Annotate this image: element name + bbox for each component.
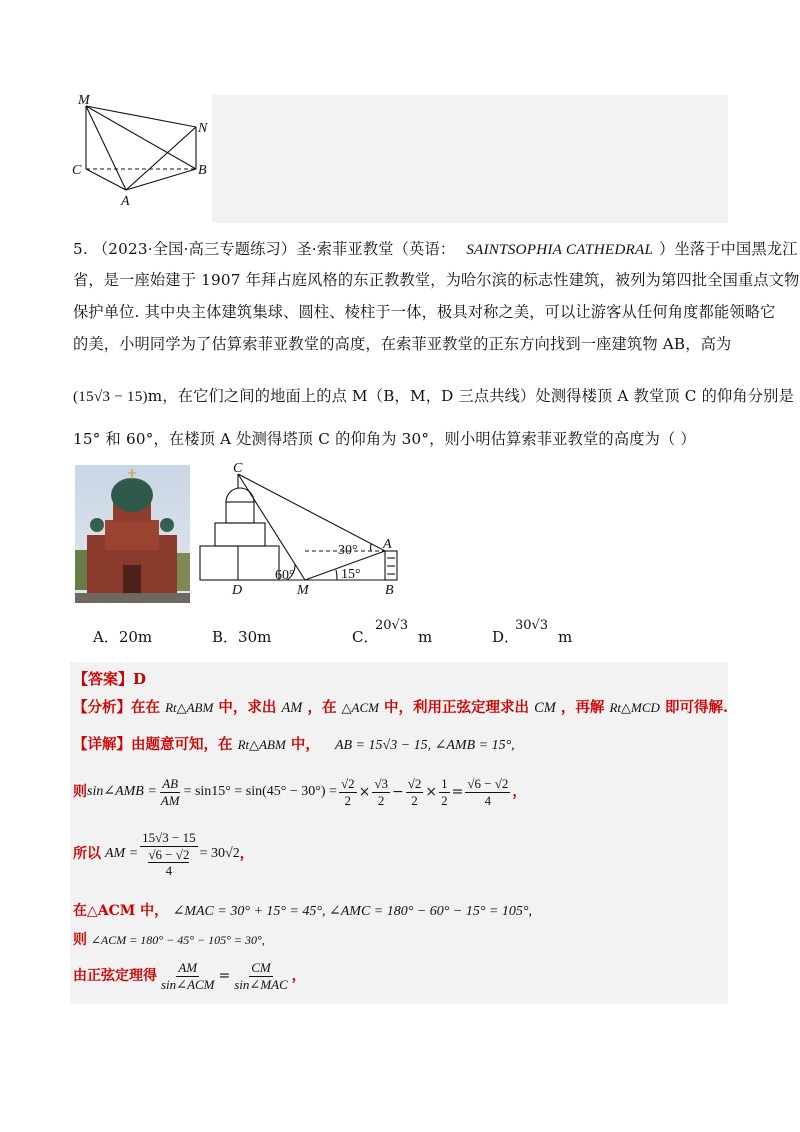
label-B: B (198, 163, 207, 178)
label-A: A (121, 194, 130, 209)
acm-line-expr: ∠MAC = 30° + 15° = 45°, ∠AMC = 180° − 60° − 15° = 105°, (172, 904, 532, 919)
analysis-text-4: 中，利用正弦定理求出 (384, 699, 530, 716)
sin-expr-pre: sin∠AMB = (87, 783, 157, 799)
analysis-tag: 【分析】 (73, 699, 131, 716)
label-M: M (78, 93, 90, 108)
sine-d2: sin∠MAC (234, 976, 288, 992)
problem-line6: ，在楼顶 A 处测得塔顶 C 的仰角为 30°，则小明估算索菲亚教堂的高度为（ ） (153, 430, 696, 448)
frac2-d: 2 (377, 792, 385, 808)
option-d-value: 30√3 (515, 618, 549, 633)
frac2-n: √3 (374, 776, 388, 791)
comma-1: ， (512, 783, 527, 800)
sine-rule-text: 由正弦定理得 (73, 967, 157, 984)
label-N: N (198, 121, 208, 136)
result-d: 4 (484, 792, 492, 808)
option-b-letter: B． (212, 628, 239, 646)
comma-2: ， (239, 845, 254, 862)
times-2: × (425, 783, 438, 800)
sine-n1: AM (178, 960, 198, 975)
problem-line4: 的美，小明同学为了估算索菲亚教堂的高度，在索菲亚教堂的正东方向找到一座建筑物 AB，高为 (73, 335, 732, 353)
detail-tag: 【详解】 (73, 736, 131, 753)
figure-band-top (212, 95, 728, 223)
minus-1: − (391, 783, 404, 800)
fig2-label-C: C (233, 461, 243, 476)
detail-tri: Rt△ABM (237, 737, 286, 752)
cathedral-photo (75, 465, 190, 603)
answer-value: D (133, 670, 147, 688)
option-a-value: 20m (118, 628, 153, 646)
fig2-label-D: D (232, 583, 243, 598)
problem-number: 5. (73, 240, 88, 258)
comma-3: ， (291, 967, 306, 984)
am-pre: AM = (105, 845, 139, 861)
problem-source: （2023·全国·高三专题练习） (92, 240, 297, 258)
fig2-angle-30: 30° (338, 543, 358, 558)
elevation-figure (195, 460, 405, 600)
ze-2: 则 (73, 932, 87, 948)
option-a-letter: A． (93, 628, 119, 646)
frac1-d: 2 (344, 792, 352, 808)
sine-n2: CM (251, 960, 271, 975)
acm-line-2: ∠ACM = 180° − 45° − 105° = 30°, (90, 933, 265, 947)
option-d-letter: D． (492, 628, 520, 646)
analysis-tri-3: Rt△MCD (609, 700, 660, 715)
option-c-value: 20√3 (375, 618, 409, 633)
am-post: = 30√2 (199, 845, 240, 861)
analysis-tri-2: △ACM (341, 700, 379, 715)
frac4-n: 1 (441, 776, 448, 791)
option-c-letter: C． (352, 628, 379, 646)
am-d-d: 4 (165, 863, 173, 879)
suoyi: 所以 (73, 845, 101, 862)
angle-values: 15° 和 60° (73, 430, 154, 448)
am-d-n: √6 − √2 (148, 846, 190, 862)
option-c-unit: m (418, 628, 433, 646)
frac4-d: 2 (441, 792, 448, 808)
analysis-am: AM (281, 700, 303, 716)
frac3-d: 2 (411, 792, 418, 808)
sin-frac-d: AM (160, 792, 180, 808)
height-expression: (15√3 − 15) (73, 388, 148, 405)
sin-expr-post: = sin15° = sin(45° − 30°) = (183, 783, 337, 799)
analysis-tri-1: Rt△ABM (165, 700, 214, 715)
detail-mid: 中， (290, 736, 320, 753)
option-d-unit: m (558, 628, 573, 646)
analysis-text-1: 在在 (131, 699, 160, 716)
acm-line-pre: 在△ACM 中， (73, 903, 169, 919)
sine-d1: sin∠ACM (161, 976, 215, 992)
fig2-label-M: M (297, 583, 309, 598)
label-C: C (72, 163, 82, 178)
fig2-label-B: B (385, 583, 394, 598)
frac1-n: √2 (340, 776, 355, 791)
figure-quadrilateral (70, 92, 215, 214)
analysis-text-5: ，再解 (560, 699, 605, 716)
problem-line2: 省，是一座始建于 1907 年拜占庭风格的东正教教堂，为哈尔滨的标志性建筑，被列为第四批全国重点文物 (73, 271, 800, 289)
problem-line3: 保护单位. 其中央主体建筑集球、圆柱、棱柱于一体，极具对称之美，可以让游客从任何角度都能领略它 (73, 303, 776, 321)
analysis-text-3: ，在 (307, 699, 337, 716)
times-1: × (358, 783, 371, 800)
analysis-text-6: 即可得解. (664, 699, 729, 716)
answer-tag: 【答案】 (73, 670, 134, 688)
result-n: √6 − √2 (467, 776, 509, 791)
detail-intro: 由题意可知，在 (131, 736, 233, 753)
sin-frac-n: AB (162, 776, 179, 791)
english-name: SAINTSOPHIA CATHEDRAL (466, 241, 654, 258)
option-b-value: 30m (238, 628, 272, 646)
detail-expr: AB = 15√3 − 15, ∠AMB = 15°, (334, 738, 515, 753)
frac3-n: √2 (407, 776, 422, 791)
analysis-cm: CM (534, 700, 556, 716)
fig2-label-A: A (383, 537, 392, 552)
problem-line1-pre: 圣·索菲亚教堂（英语： (296, 240, 456, 258)
am-n: 15√3 − 15 (142, 830, 196, 845)
ze-1: 则 (73, 783, 87, 800)
analysis-text-2: 中，求出 (218, 699, 277, 716)
problem-line5: m，在它们之间的地面上的点 M（B，M，D 三点共线）处测得楼顶 A 教堂顶 C 的仰角分别是 (147, 387, 794, 405)
fig2-angle-60: 60° (275, 568, 295, 583)
fig2-angle-15: 15° (341, 567, 361, 582)
problem-line1-post: ）坐落于中国黑龙江 (659, 240, 798, 258)
